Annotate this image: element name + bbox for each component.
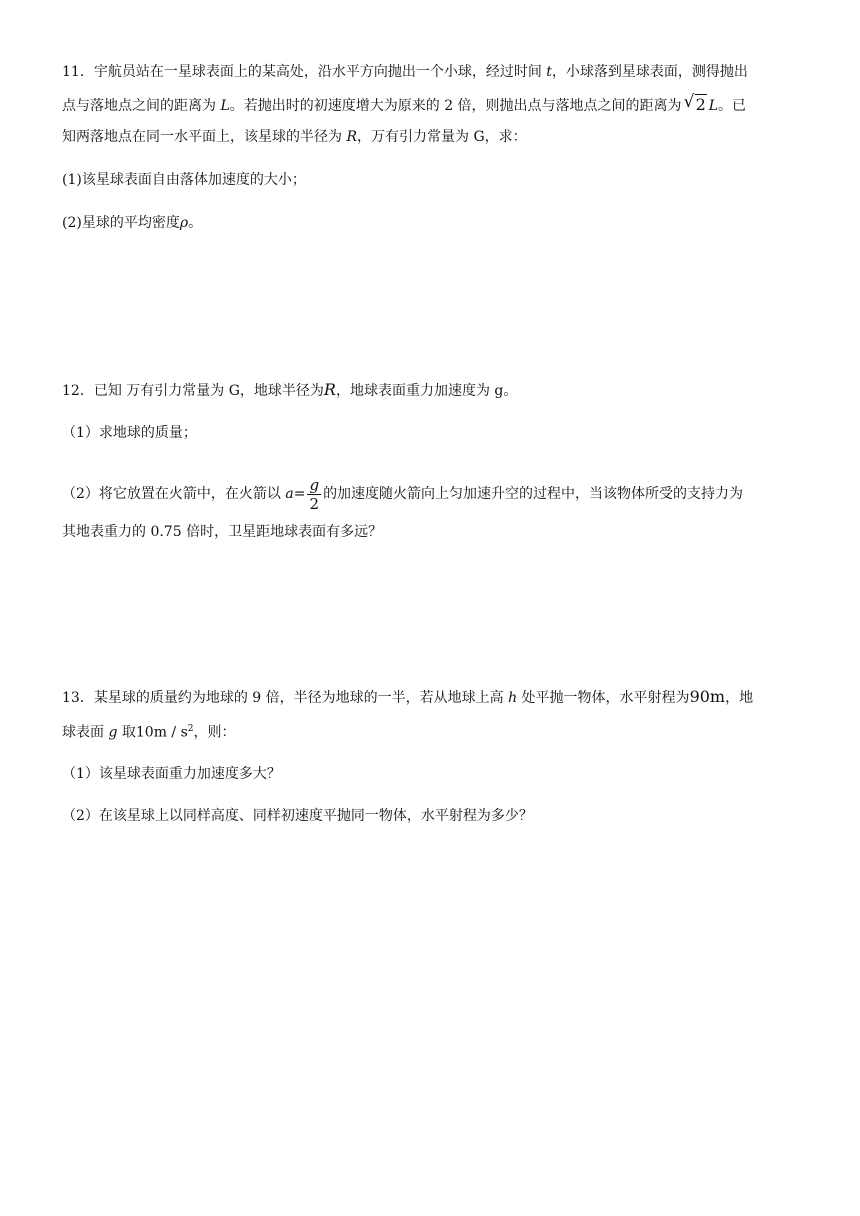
q12-var-R: R [323, 380, 336, 399]
q11-part-2 [62, 213, 202, 233]
q11-var-L: L [708, 98, 719, 114]
q11-text: 知两落地点在同一水平面上，该星球的半径为 [62, 129, 347, 145]
sqrt-symbol: √ 2 [683, 92, 706, 114]
q12-var-a: a [285, 486, 294, 502]
q13-line-2 [62, 719, 236, 743]
q13-text: ，则： [193, 724, 236, 741]
q11-text: ，万有引力常量为 G，求： [357, 129, 527, 145]
q13-g-value: 10m / s [135, 724, 188, 741]
q13-text: 处平抛一物体，水平射程为 [517, 690, 690, 706]
q12-line-1 [62, 380, 517, 401]
q13-line-1 [62, 687, 753, 708]
q13-range-value: 90m [689, 687, 726, 706]
fraction-g-over-2: $\frac{g}{2}$ [309, 475, 320, 513]
q11-text: 。 [188, 215, 203, 231]
q13-var-h: h [508, 690, 518, 706]
q12-part-2-cont: 其地表重力的 0.75 倍时，卫星距地球表面有多远？ [62, 524, 383, 540]
q13-text: 球表面 [62, 724, 109, 741]
q13-part-1: （1）该星球表面重力加速度多大？ [62, 766, 281, 782]
q13-text: ，地 [725, 690, 754, 706]
q11-text: (2)星球的平均密度 [62, 215, 180, 231]
q12-part-1: （1）求地球的质量； [62, 425, 197, 441]
q12-text: （2）将它放置在火箭中，在火箭以 [62, 486, 286, 502]
q13-var-g: g [108, 724, 118, 741]
q11-text: 点与落地点之间的距离为 [62, 98, 221, 114]
q11-var-R: R [346, 129, 357, 145]
q11-text: 11．宇航员站在一星球表面上的某高处，沿水平方向抛出一个小球，经过时间 [62, 64, 547, 80]
q11-line-2 [62, 92, 747, 116]
q12-text: 12．已知 万有引力常量为 G，地球半径为 [62, 383, 324, 399]
q11-text: 。已 [718, 98, 747, 114]
q11-part-1: (1)该星球表面自由落体加速度的大小； [62, 172, 306, 188]
q11-var-t: t [546, 64, 552, 80]
q11-text: ，小球落到星球表面，测得抛出 [551, 64, 748, 80]
q13-part-2: （2）在该星球上以同样高度、同样初速度平抛同一物体，水平射程为多少？ [62, 808, 533, 824]
q11-var-L: L [220, 98, 230, 114]
q13-text: 13．某星球的质量约为地球的 9 倍，半径为地球的一半，若从地球上高 [62, 690, 509, 706]
q11-line-3 [62, 127, 527, 147]
q12-text: 的加速度随火箭向上匀加速升空的过程中，当该物体所受的支持力为 [323, 486, 744, 502]
q11-text: 。若抛出时的初速度增大为原来的 2 倍，则抛出点与落地点之间的距离为 [229, 98, 682, 114]
q12-text: ，地球表面重力加速度为 g。 [335, 383, 518, 399]
q13-exponent: 2 [187, 724, 194, 734]
q11-var-rho: ρ [179, 215, 189, 231]
q13-text: 取 [117, 724, 136, 741]
q12-part-2 [62, 473, 743, 515]
q12-text: = [293, 486, 306, 502]
q11-line-1 [62, 62, 748, 82]
